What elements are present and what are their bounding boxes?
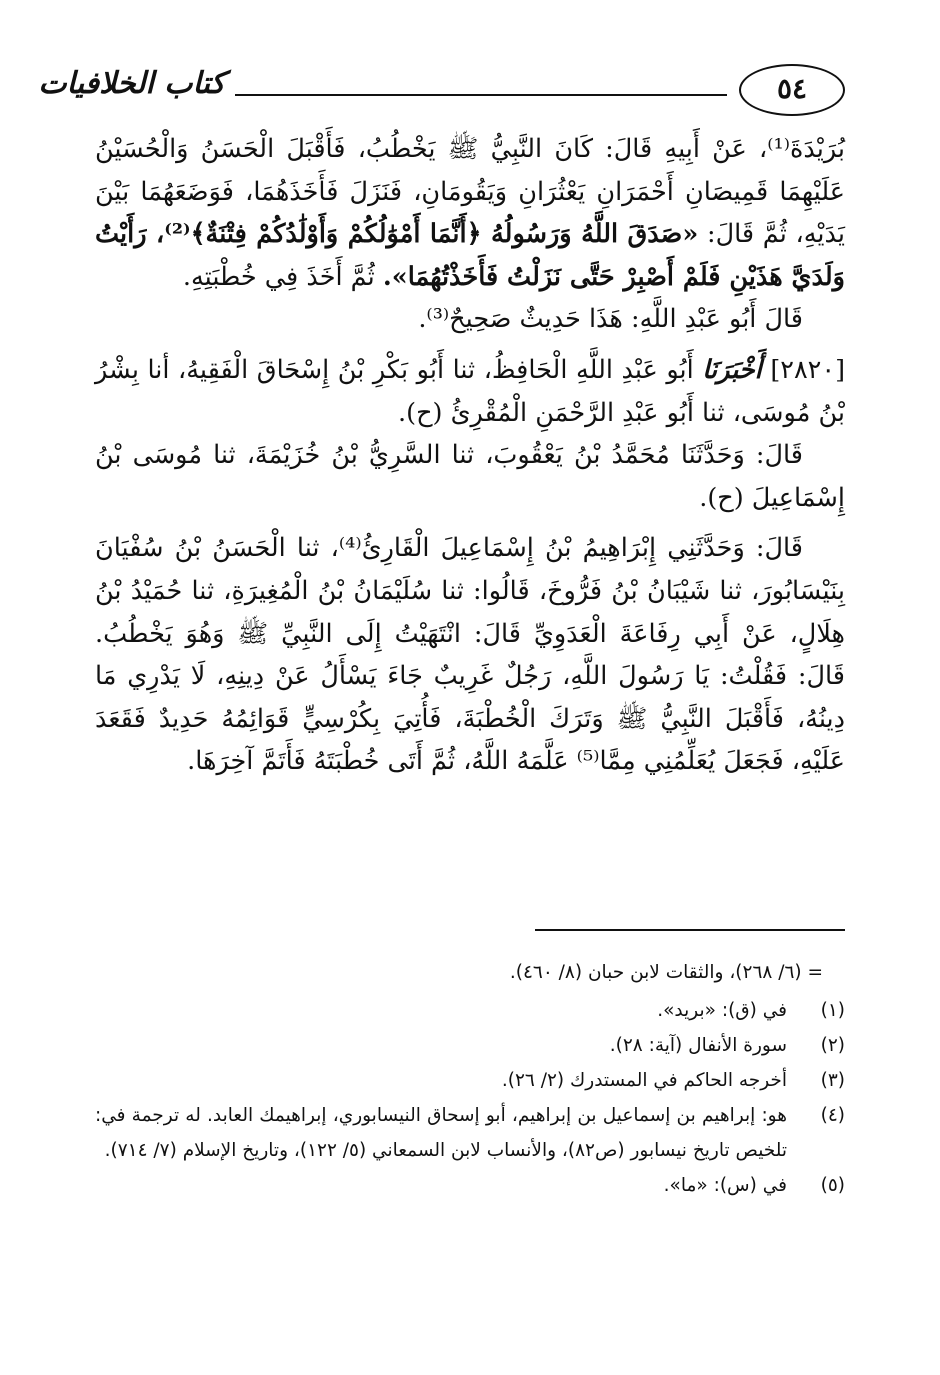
hadith-number: [٢٨٢٠] [770,354,846,385]
footnote-text: في (س): «ما». [663,1175,787,1196]
footnote-item [95,1028,845,1063]
footnote-number: (٤) [820,1105,845,1126]
paragraph-1 [95,128,845,298]
paragraph-1-text: بُرَيْدَةَ⁽¹⁾، عَنْ أَبِيهِ قَالَ: كَانَ النَّبِيُّ ﷺ يَخْطُبُ، فَأَقْبَلَ الْحَسَنُ وَالْحُسَيْنُ عَلَيْهِمَا قَمِيصَانِ أَحْمَرَانِ يَعْثُرَانِ وَيَقُومَانِ، فَنَزَلَ فَأَخَذَهُمَا، فَوَضَعَهُمَا بَيْنَ يَدَيْهِ، ثُمَّ قَالَ: [95,134,845,250]
footnote-item [95,1168,845,1203]
footnote-item [95,1098,845,1168]
footnote-text: أخرجه الحاكم في المستدرك (٢/ ٢٦). [501,1070,787,1091]
footnotes [95,955,845,1203]
paragraph-5: قَالَ: وَحَدَّثَنِي إِبْرَاهِيمُ بْنُ إِسْمَاعِيلَ الْقَارِئُ⁽⁴⁾، ثنا الْحَسَنُ بْنُ سُفْيَانَ بِنَيْسَابُورَ، ثنا شَيْبَانُ بْنُ فَرُّوخَ، قَالُوا: ثنا سُلَيْمَانُ بْنُ الْمُغِيرَةِ، ثنا حُمَيْدُ بْنُ هِلَالٍ، عَنْ أَبِي رِفَاعَةَ الْعَدَوِيِّ قَالَ: انْتَهَيْتُ إِلَى النَّبِيِّ ﷺ وَهُوَ يَخْطُبُ. قَالَ: فَقُلْتُ: يَا رَسُولَ اللَّهِ، رَجُلٌ غَرِيبٌ جَاءَ يَسْأَلُ عَنْ دِينِهِ، لَا يَدْرِي مَا دِينُهُ، فَأَقْبَلَ النَّبِيُّ ﷺ وَتَرَكَ الْخُطْبَةَ، فَأُتِيَ بِكُرْسِيٍّ قَوَائِمُهُ حَدِيدٌ فَقَعَدَ عَلَيْهِ، فَجَعَلَ يُعَلِّمُنِي مِمَّا⁽⁵⁾ عَلَّمَهُ اللَّهُ، ثُمَّ أَتَى خُطْبَتَهُ فَأَتَمَّ آخِرَهَا. [95,533,845,777]
footnote-item [95,993,845,1028]
paragraph-4: قَالَ: وَحَدَّثَنَا مُحَمَّدُ بْنُ يَعْقُوبَ، ثنا السَّرِيُّ بْنُ خُزَيْمَةَ، ثنا مُوسَى بْنُ إِسْمَاعِيلَ (ح). [95,440,845,513]
main-text [95,128,845,783]
footnote-text: هو: إبراهيم بن إسماعيل بن إبراهيم، أبو إسحاق النيسابوري، إبراهيمك العابد. له ترجمة في: تلخيص تاريخ نيسابور (ص٨٢)، والأنساب لابن السمعاني (٥/ ١٢٢)، وتاريخ الإسلام (٧/ ٧١٤). [95,1105,787,1161]
footnote-text: في (ق): «بريد». [657,1000,787,1021]
footnote-number: (٢) [820,1035,845,1056]
paragraph-3-text: أَبُو عَبْدِ اللَّهِ الْحَافِظُ، ثنا أَبُو بَكْرِ بْنُ إِسْحَاقَ الْفَقِيهُ، أنا بِشْرُ بْنُ مُوسَى، ثنا أَبُو عَبْدِ الرَّحْمَنِ الْمُقْرِئُ (ح). [95,354,845,428]
footnote-number: (١) [820,1000,845,1021]
footnote-text: سورة الأنفال (آية: ٢٨). [609,1035,787,1056]
paragraph-2: قَالَ أَبُو عَبْدِ اللَّهِ: هَذَا حَدِيثٌ صَحِيحٌ⁽³⁾. [418,304,803,335]
paragraph-3 [95,349,845,434]
page-header [38,64,845,124]
akhbarana-keyword: أَخْبَرَنَا [702,354,762,385]
paragraph-1-tail: ثُمَّ أَخَذَ فِي خُطْبَتِهِ. [182,261,375,292]
footnote-number: (٥) [820,1175,845,1196]
book-title: كتاب الخلافيات [38,66,225,101]
prophet-quote: «صَدَقَ اللَّهُ وَرَسُولُهُ ﴿أَنَّمَا أَمْوَٰلُكُمْ وَأَوْلَٰدُكُمْ فِتْنَةٌ﴾⁽²⁾، رَأَيْتُ وَلَدَيَّ هَذَيْنِ فَلَمْ أَصْبِرْ حَتَّى نَزَلْتُ فَأَخَذْتُهُمَا». [95,219,845,292]
footnote-item [95,1063,845,1098]
footnote-continuation: = (٦/ ٢٦٨)، والثقات لابن حبان (٨/ ٤٦٠). [509,962,823,983]
page-number: ٥٤ [739,64,845,116]
footnote-number: (٣) [820,1070,845,1091]
header-rule [235,94,727,96]
footnote-separator [535,929,845,931]
